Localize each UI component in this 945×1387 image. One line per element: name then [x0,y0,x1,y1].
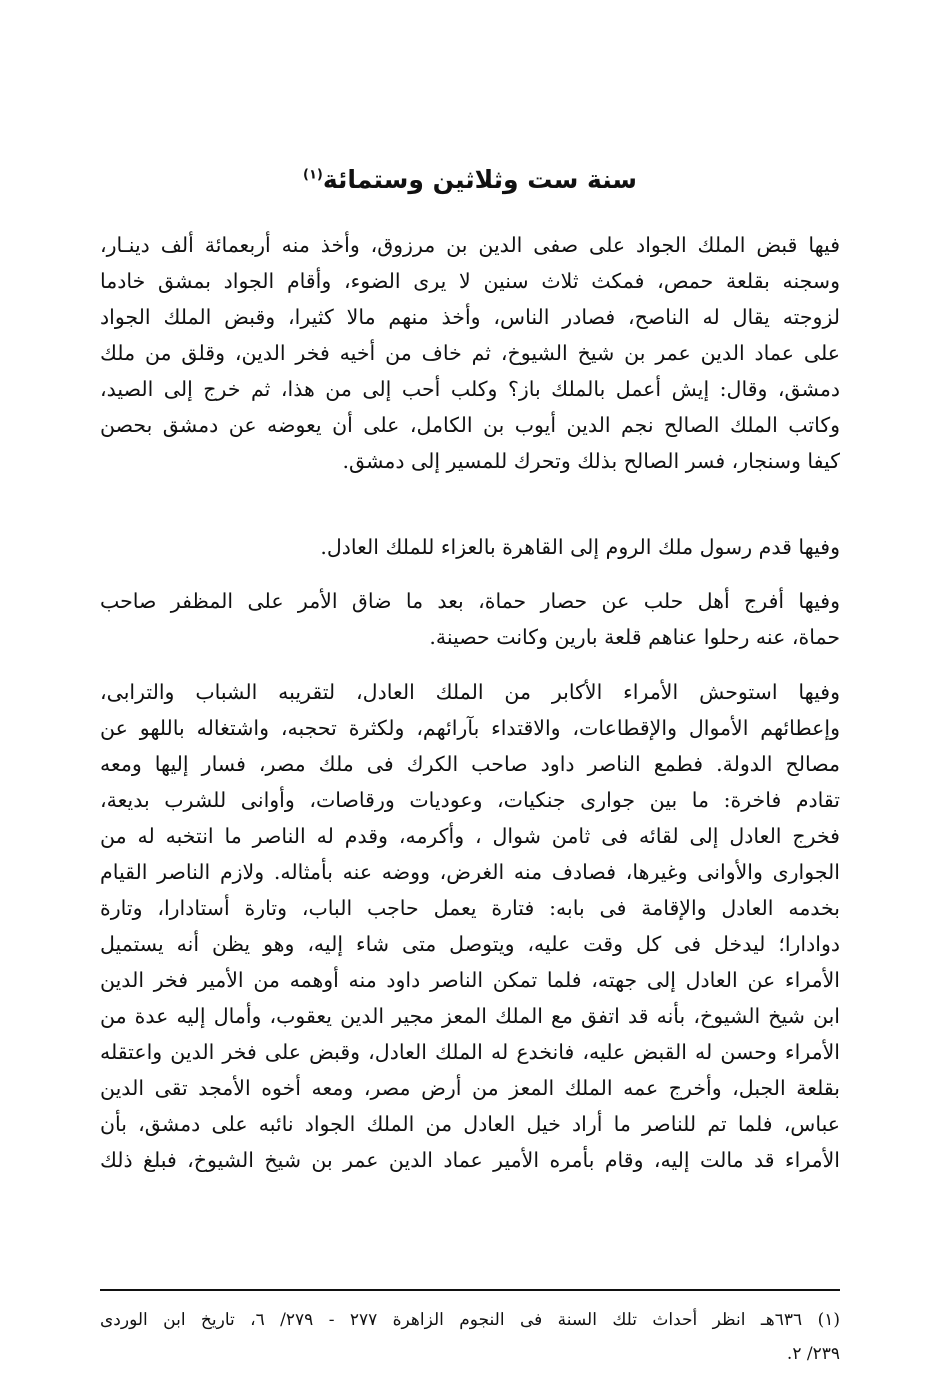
chapter-title [100,165,840,194]
text-line: مصالح الدولة. فطمع الناصر داود صاحب الكرك فى ملك مصر، فسار إليها ومعه [100,752,840,776]
text-line: دمشق، وقال: إيش أعمل بالملك باز؟ وكلب أحب إلى من هذا، ثم خرج إلى الصيد، [100,377,840,401]
text-line: وكاتب الملك الصالح نجم الدين أيوب بن الكامل، على أن يعوضه عن دمشق بحصن [100,413,840,437]
text-line: عباس، فلما تم للناصر ما أراد خيل العادل من الملك الجواد نائبه على دمشق، بأن [100,1112,840,1136]
text-line: حماة، عنه رحلوا عناهم قلعة بارين وكانت حصينة. [429,625,840,649]
text-line: الأمراء قد مالت إليه، وقام بأمره الأمير عماد الدين عمر بن شيخ الشيوخ، فبلغ ذلك [100,1148,840,1172]
text-line: فخرج العادل إلى لقائه فى ثامن شوال ، وأكرمه، وقدم له الناصر ما انتخبه له من [100,824,840,848]
footnote-divider [100,1289,840,1291]
text-line: بخدمه العادل والإقامة فى بابه: فتارة يعمل حاجب الباب، وتارة أستادارا، وتارة [100,896,840,920]
text-line: ابن شيخ الشيوخ، بأنه قد اتفق مع الملك المعز مجير الدين يعقوب، وأمال إليه عدة من [100,1004,840,1028]
text-line: كيفا وسنجار، فسر الصالح بذلك وتحرك للمسير إلى دمشق. [342,449,840,473]
text-line: وفيها استوحش الأمراء الأكابر من الملك العادل، لتقريبه الشباب والترابى، [100,680,840,704]
text-line: وفيها أفرج أهل حلب عن حصار حماة، بعد ما ضاق الأمر على المظفر صاحب [100,589,840,613]
text-line: الأمراء وحسن له القبض عليه، فانخدع له الملك العادل، وقبض على فخر الدين واعتقله [100,1040,840,1064]
text-line: على عماد الدين عمر بن شيخ الشيوخ، ثم خاف من أخيه فخر الدين، وقلق من ملك [100,341,840,365]
footnote-marker: (١) [303,167,323,183]
text-line: دوادارا؛ ليدخل فى كل وقت عليه، ويتوصل متى شاء إليه، وهو يظن أنه يستميل [100,932,840,956]
text-line: لزوجته يقال له الناصح، فصادر الناس، وأخذ منهم مالا كثيرا، وقبض الملك الجواد [100,305,840,329]
footnote-line: ٢٣٩/ ٢. [786,1344,840,1364]
footnote-line: (١) ٦٣٦هـ انظر أحداث تلك السنة فى النجوم الزاهرة ٢٧٧ - ٢٧٩/ ٦، تاريخ ابن الوردى [100,1310,840,1330]
text-line: وفيها قدم رسول ملك الروم إلى القاهرة بالعزاء للملك العادل. [320,535,840,559]
text-line: الأمراء عن العادل إلى جهته، فلما تمكن الناصر داود منه أوهمه من الأمير فخر الدين [100,968,840,992]
text-line: تقادم فاخرة: ما بين جوارى جنكيات، وعوديات ورقاصات، وأوانى للشرب بديعة، [100,788,840,812]
chapter-title-text: سنة ست وثلاثين وستمائة [322,165,637,194]
text-line: بقلعة الجبل، وأخرج عمه الملك المعز من أرض مصر، ومعه أخوه الأمجد تقى الدين [100,1076,840,1100]
text-line: وإعطائهم الأموال والإقطاعات، والاقتداء بآرائهم، ولكثرة تحجبه، واشتغاله باللهو عن [100,716,840,740]
text-line: فيها قبض الملك الجواد على صفى الدين بن مرزوق، وأخذ منه أربعمائة ألف دينـار، [100,233,840,257]
text-line: وسجنه بقلعة حمص، فمكث ثلاث سنين لا يرى الضوء، وأقام الجواد بمشق خادما [100,269,840,293]
text-line: الجوارى والأوانى وغيرها، فصادف منه الغرض، ووضه عنه بأمثاله. ولازم الناصر القيام [100,860,840,884]
